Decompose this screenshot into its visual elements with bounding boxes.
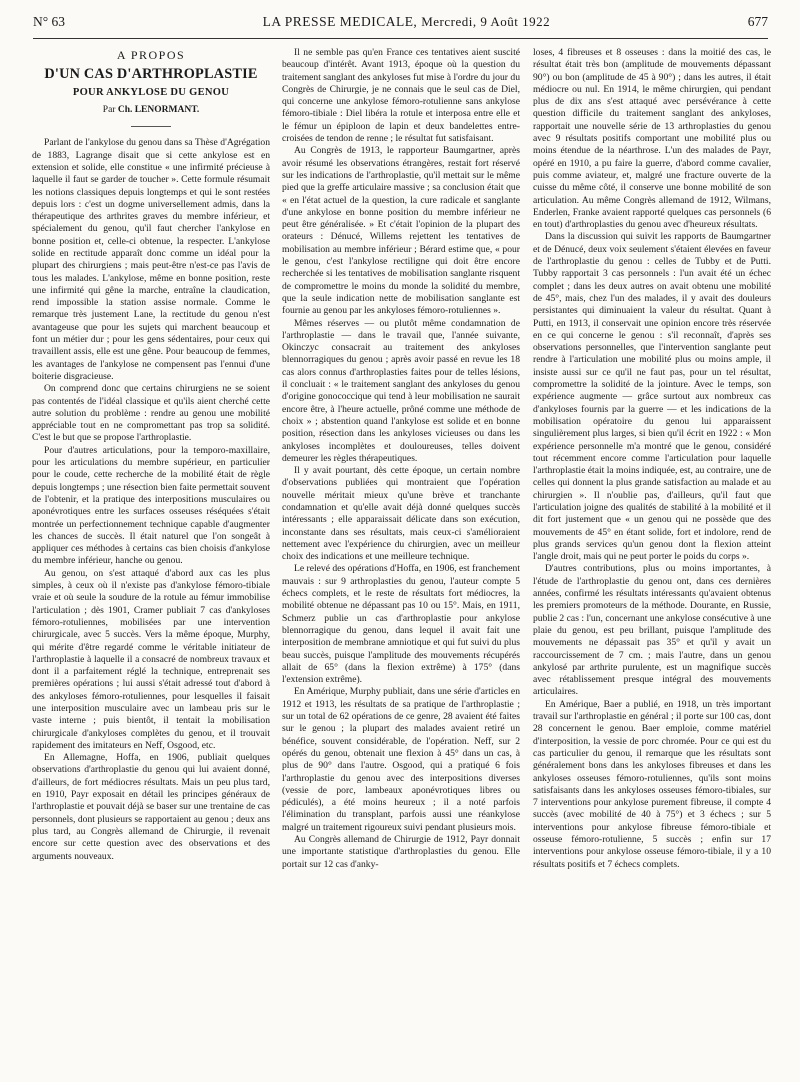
journal-name: LA PRESSE MEDICALE, [262,14,418,29]
journal-line [263,14,550,30]
paragraph: Au Congrès allemand de Chirurgie de 1912, Payr donnait une importante statistique d'arthroplasties du genou. Elle portait sur 12 cas d'anky- [282,834,520,870]
paragraph: Dans la discussion qui suivit les rapports de Baumgartner et de Dénucé, deux voix seulement s'étaient élevées en faveur de l'arthroplastie du genou : celles de Tubby et de Putti. Tubby rapportait 3 cas personnels : l'un avait été un échec complet ; dans les deux autres on avait obtenu une mobilité de 45°, mais, chez l'un des malades, il y avait des douleurs persistantes qui diminuaient la valeur du résultat. Quant à Putti, en 1913, il conservait une opinion encore très réservée en ce qui concerne le genou : s'il reconnaît, d'après ses observations personnelles, que l'intervention sanglante peut rendre à l'articulation une mobilité plus ou moins ample, il insiste aussi sur ce qu'il ne faut pas, pour un tel résultat, compromettre la solidité de la jointure. Avec le temps, son expérience augmente — grâce surtout aux nombreux cas d'ankyloses fournis par la guerre — et les indications de la mobilisation opératoire du genou lui apparaissent singulièrement plus larges, si bien qu'il écrit en 1922 : « Mon expérience personnelle m'a montré que le genou, considéré tout récemment encore comme l'articulation pour laquelle l'arthroplastie était la moins indiquée, est, au contraire, une de celles qui donnent la plus grande satisfaction au malade et au chirurgien ». Il n'oublie pas, d'ailleurs, qu'il faut que l'articulation joigne des qualités de stabilité à la mobilité et il dit fort justement que « un genou qui ne possède que des mouvements de 45° en étant solide, fort et indolore, rend de plus grands services qu'un genou dont la flexion atteint l'angle droit, mais qui ne peut porter le poids du corps ». [533,231,771,563]
article-author: Ch. LENORMANT. [117,105,200,116]
issue-number: N° 63 [33,14,66,29]
paragraph: Le relevé des opérations d'Hoffa, en 1906, est franchement mauvais : sur 9 arthroplasties du genou, l'auteur compte 5 échecs complets, et le reste de résultats fort médiocres, la mobilité obtenue ne dépassant pas 10 ou 15°. Mais, en 1911, Schmerz publie un cas d'arthroplastie pour ankylose blennorragique du genou, dans lequel il avait fait une interposition de membrane amniotique et qui fut suivi du plus beau succès, puisque l'amplitude des mouvements récupérés allait de 65° (dans la flexion extrême) à 175° (dans l'extension extrême). [282,563,520,686]
paragraph: Au genou, on s'est attaqué d'abord aux cas les plus simples, à ceux où il n'existe pas d'ankylose fémoro-tibiale vraie et où seule la soudure de la rotule au fémur immobilise l'articulation ; dès 1901, Cramer publiait 7 cas d'ankyloses fémoro-rotuliennes, mobilisées par une intervention chirurgicale, avec 5 succès. Vers la même époque, Murphy, qui mérite d'être regardé comme le véritable initiateur de l'arthroplastie à laquelle il a consacré de nombreux travaux et dont il a parfaitement réglé la technique, entreprenait ses premières opérations ; lui aussi s'était adressé tout d'abord à des ankyloses fémoro-rotuliennes, pour lesquelles il faisait une interposition musculaire avec un lambeau pris sur le vaste interne ; puis bientôt, il tentait la mobilisation chirurgicale d'ankyloses complètes du genou, et il trouvait rapidement des imitateurs en Neff, Osgood, etc. [32,567,270,751]
paragraph: Il ne semble pas qu'en France ces tentatives aient suscité beaucoup d'intérêt. Avant 1913, époque où la question du traitement sanglant des ankyloses fut mise à l'ordre du jour du Congrès de Chirurgie, je ne connais que le seul cas de Diel, qui concerne une ankylose fémoro-rotulienne sans ankylose fémoro-tibiale : Diel libéra la rotule et interposa entre elle et le fémur un épiploon de lapin et deux bandelettes entre-croisées de tendon de renne ; le résultat fut satisfaisant. [282,47,520,145]
article-subtitle: POUR ANKYLOSE DU GENOU [72,86,230,98]
paragraph: En Amérique, Murphy publiait, dans une série d'articles en 1912 et 1913, les résultats de sa pratique de l'arthroplastie ; sur un total de 62 opérations de ce genre, 28 avaient été faites sur le genou ; la plupart des malades avaient retiré un bénéfice, souvent considérable, de l'opération. Neff, sur 2 opérés du genou, obtenait une flexion à 45° dans un cas, à plus de 90° dans l'autre. Osgood, qui a pratiqué 6 fois l'arthroplastie du genou avec des interpositions diverses (vessie de porc, lambeaux aponévrotiques libres ou pédiculés), a été moins heureux ; il a noté parfois l'élimination du transplant, parfois aussi une réankylose malgré un traitement rigoureux suivi pendant plusieurs mois. [282,686,520,833]
column-1 [32,48,270,863]
paragraph: En Amérique, Baer a publié, en 1918, un très important travail sur l'arthroplastie en général ; il porte sur 100 cas, dont 28 concernent le genou. Baer emploie, comme matériel d'interposition, la vessie de porc chromée. Pour ce qui est du cas particulier du genou, il remarque que les résultats sont généralement bons dans les ankyloses fibreuses et dans les ankyloses osseuses fémoro-rotuliennes, qu'ils sont moins satisfaisants dans les ankyloses osseuses fémoro-tibiales, sur 7 interventions pour ankylose purement fibreuse, il compte 4 succès (avec mobilité de 40 à 75°) et 3 échecs ; sur 5 interventions pour ankylose fibreuse fémoro-tibiale et osseuse fémoro-rotulienne, 5 succès ; enfin sur 17 interventions pour ankylose osseuse fémoro-tibiale, il y a 10 résultats positifs et 7 échecs complets. [533,698,771,870]
column-2 [282,47,520,871]
title-divider [131,126,171,127]
paragraph: On comprend donc que certains chirurgiens ne se soient pas contentés de l'idéal classique et qu'ils aient cherché cette autre solution du problème : rendre au genou une mobilité appréciable tout en ne compromettant pas trop sa solidité. C'est le but que se propose l'arthroplastie. [32,383,270,444]
column-1-body [32,137,270,863]
byline-prefix: Par [102,105,116,116]
paragraph: Il y avait pourtant, dès cette époque, un certain nombre d'observations publiées qui montraient que l'opération nouvelle méritait mieux qu'une brève et tranchante condamnation et qu'elle avait déjà donné quelques succès intéressants ; elle apparaissait délicate dans son exécution, inconstante dans ses résultats, mais ceux-ci s'amélioraient nettement avec l'expérience du chirurgien, avec un meilleur choix des indications et une meilleure technique. [282,465,520,563]
page-header [33,14,768,36]
column-3 [533,47,771,871]
article-byline [32,104,270,116]
paragraph: Pour d'autres articulations, pour la temporo-maxillaire, pour les articulations du membre supérieur, en particulier pour le coude, cette recherche de la mobilité était de règle depuis longtemps ; une résection bien faite permettait souvent de l'obtenir, et la pratique des interpositions musculaires ou aponévrotiques entre les surfaces osseuses réséquées s'était montrée un perfectionnement technique capable d'augmenter les chances de succès. Il était naturel que l'on songeât à appliquer ces méthodes à certains cas bien choisis d'ankylose du membre inférieur, hanche ou genou. [32,444,270,567]
issue-date: Mercredi, 9 Août 1922 [421,14,551,29]
paragraph: D'autres contributions, plus ou moins importantes, à l'étude de l'arthroplastie du genou ont, dans ces dernières années, confirmé les résultats intéressants qu'avaient obtenus les premiers promoteurs de la méthode. Dourante, en Russie, publie 2 cas : l'un, concernant une ankylose consécutive à une plaie du genou, est peu brillant, puisque l'amplitude des mouvements ne dépassait pas 35° et qu'il y avait un raccourcissement de 7 cm. ; mais l'autre, dans un genou ankylosé par arthrite purulente, est un magnifique succès avec rétablissement presque intégral des mouvements articulaires. [533,563,771,698]
header-rule [33,38,768,39]
paragraph: Au Congrès de 1913, le rapporteur Baumgartner, après avoir résumé les observations étrangères, restait fort réservé sur les indications de l'arthroplastie, qu'il mettait sur le même pied que la greffe articulaire massive ; sa conclusion était que « en l'état actuel de la question, la cure radicale et sanglante d'une ankylose en bonne position du membre inférieur ne peut être généralisée. » Et c'était l'opinion de la plupart des orateurs : Dénucé, Willems rejettent les tentatives de mobilisation au membre inférieur ; Bérard estime que, « pour le genou, c'est l'ankylose rectiligne qui doit être encore recherchée si les tentatives de mobilisation sanglante risquent de compromettre le moins du monde la solidité du membre, que la seule indication nette de mobilisation sanglante est fournie au genou par les ankyloses fémoro-rotuliennes ». [282,145,520,317]
article-title: D'UN CAS D'ARTHROPLASTIE [44,66,258,83]
paragraph: Mêmes réserves — ou plutôt même condamnation de l'arthroplastie — dans le travail que, l'année suivante, Okinczyc consacrait au traitement des ankyloses blennorragiques du genou ; après avoir passé en revue les 18 cas alors connus d'arthroplasties faites pour de telles lésions, il concluait : « le traitement sanglant des ankyloses du genou d'origine gonococcique qui tend à leur mobilisation ne saurait encore être, à l'heure actuelle, prôné comme une méthode de choix » ; abstention quand l'ankylose est solide et en bonne position, résection dans les ankyloses vicieuses ou dans les ankyloses incomplètes et douloureuses, telles doivent demeurer les règles thérapeutiques. [282,317,520,464]
page-number: 677 [747,14,768,29]
article-kicker: A PROPOS [116,48,186,62]
paragraph: En Allemagne, Hoffa, en 1906, publiait quelques observations d'arthroplastie du genou qui lui avaient donné, d'ailleurs, de fort médiocres résultats. Mais un peu plus tard, en 1910, Payr exposait en détail les principes généraux de l'arthroplastie et pouvait déjà se baser sur une trentaine de cas personnels, dont plusieurs se rapportaient au genou ; deux ans plus tard, au Congrès allemand de Chirurgie, il revenait encore sur cette question avec des observations et des arguments nouveaux. [32,752,270,862]
paragraph-continued: loses, 4 fibreuses et 8 osseuses : dans la moitié des cas, le résultat était très bon (amplitude de mouvements dépassant 90°) ou bon (amplitude de 45 à 90°) ; dans les autres, il était médiocre ou nul. En 1914, le même chirurgien, qui pendant plus de dix ans s'est attaqué avec persévérance à cette question difficile du traitement sanglant des ankyloses, rapportait une nouvelle série de 13 arthroplasties du genou avec 9 résultats positifs comportant une mobilité plus ou moins étendue de la néarthrose. L'un des malades de Payr, opéré en 1910, a pu faire la guerre, d'abord comme cavalier, puis comme aviateur, et, malgré une fracture ouverte de la cuisse du même côté, il conserve une bonne mobilité de son articulation. Au même Congrès allemand de 1912, Wilmans, Enderlen, Franke avaient rapporté quelques cas personnels (6 en tout) d'arthroplasties du genou avec d'heureux résultats. [533,47,771,231]
article-title-block [32,48,270,127]
paragraph: Parlant de l'ankylose du genou dans sa Thèse d'Agrégation de 1883, Lagrange disait que si cette ankylose est en extension et solide, elle constitue « une infirmité précieuse à laquelle il faut se garder de toucher ». Cette formule résumait les notions classiques depuis longtemps et qui le sont restées depuis lors : c'est un dogme universellement admis, dans la thérapeutique des arthrites graves du membre inférieur, et spécialement du genou, qu'il faut chercher l'ankylose en bonne position et, celle-ci obtenue, la respecter. L'ankylose solide en rectitude apparaît donc comme un idéal pour la plupart des chirurgiens ; mais peut-être n'est-ce pas l'avis de tous les malades. L'ankylose, même en bonne position, reste une infirmité qui gêne la marche, entraîne la claudication, rend impossible la station assise normale. Comme le remarque très justement Lane, la rectitude du genou n'est avantageuse que pour les sujets qui marchent beaucoup et font un métier dur ; pour les gens sédentaires, pour ceux qui travaillent assis, elle est une gêne. Pour beaucoup de femmes, les avantages de l'ankylose ne compensent pas l'ennui d'une boiterie disgracieuse. [32,137,270,382]
